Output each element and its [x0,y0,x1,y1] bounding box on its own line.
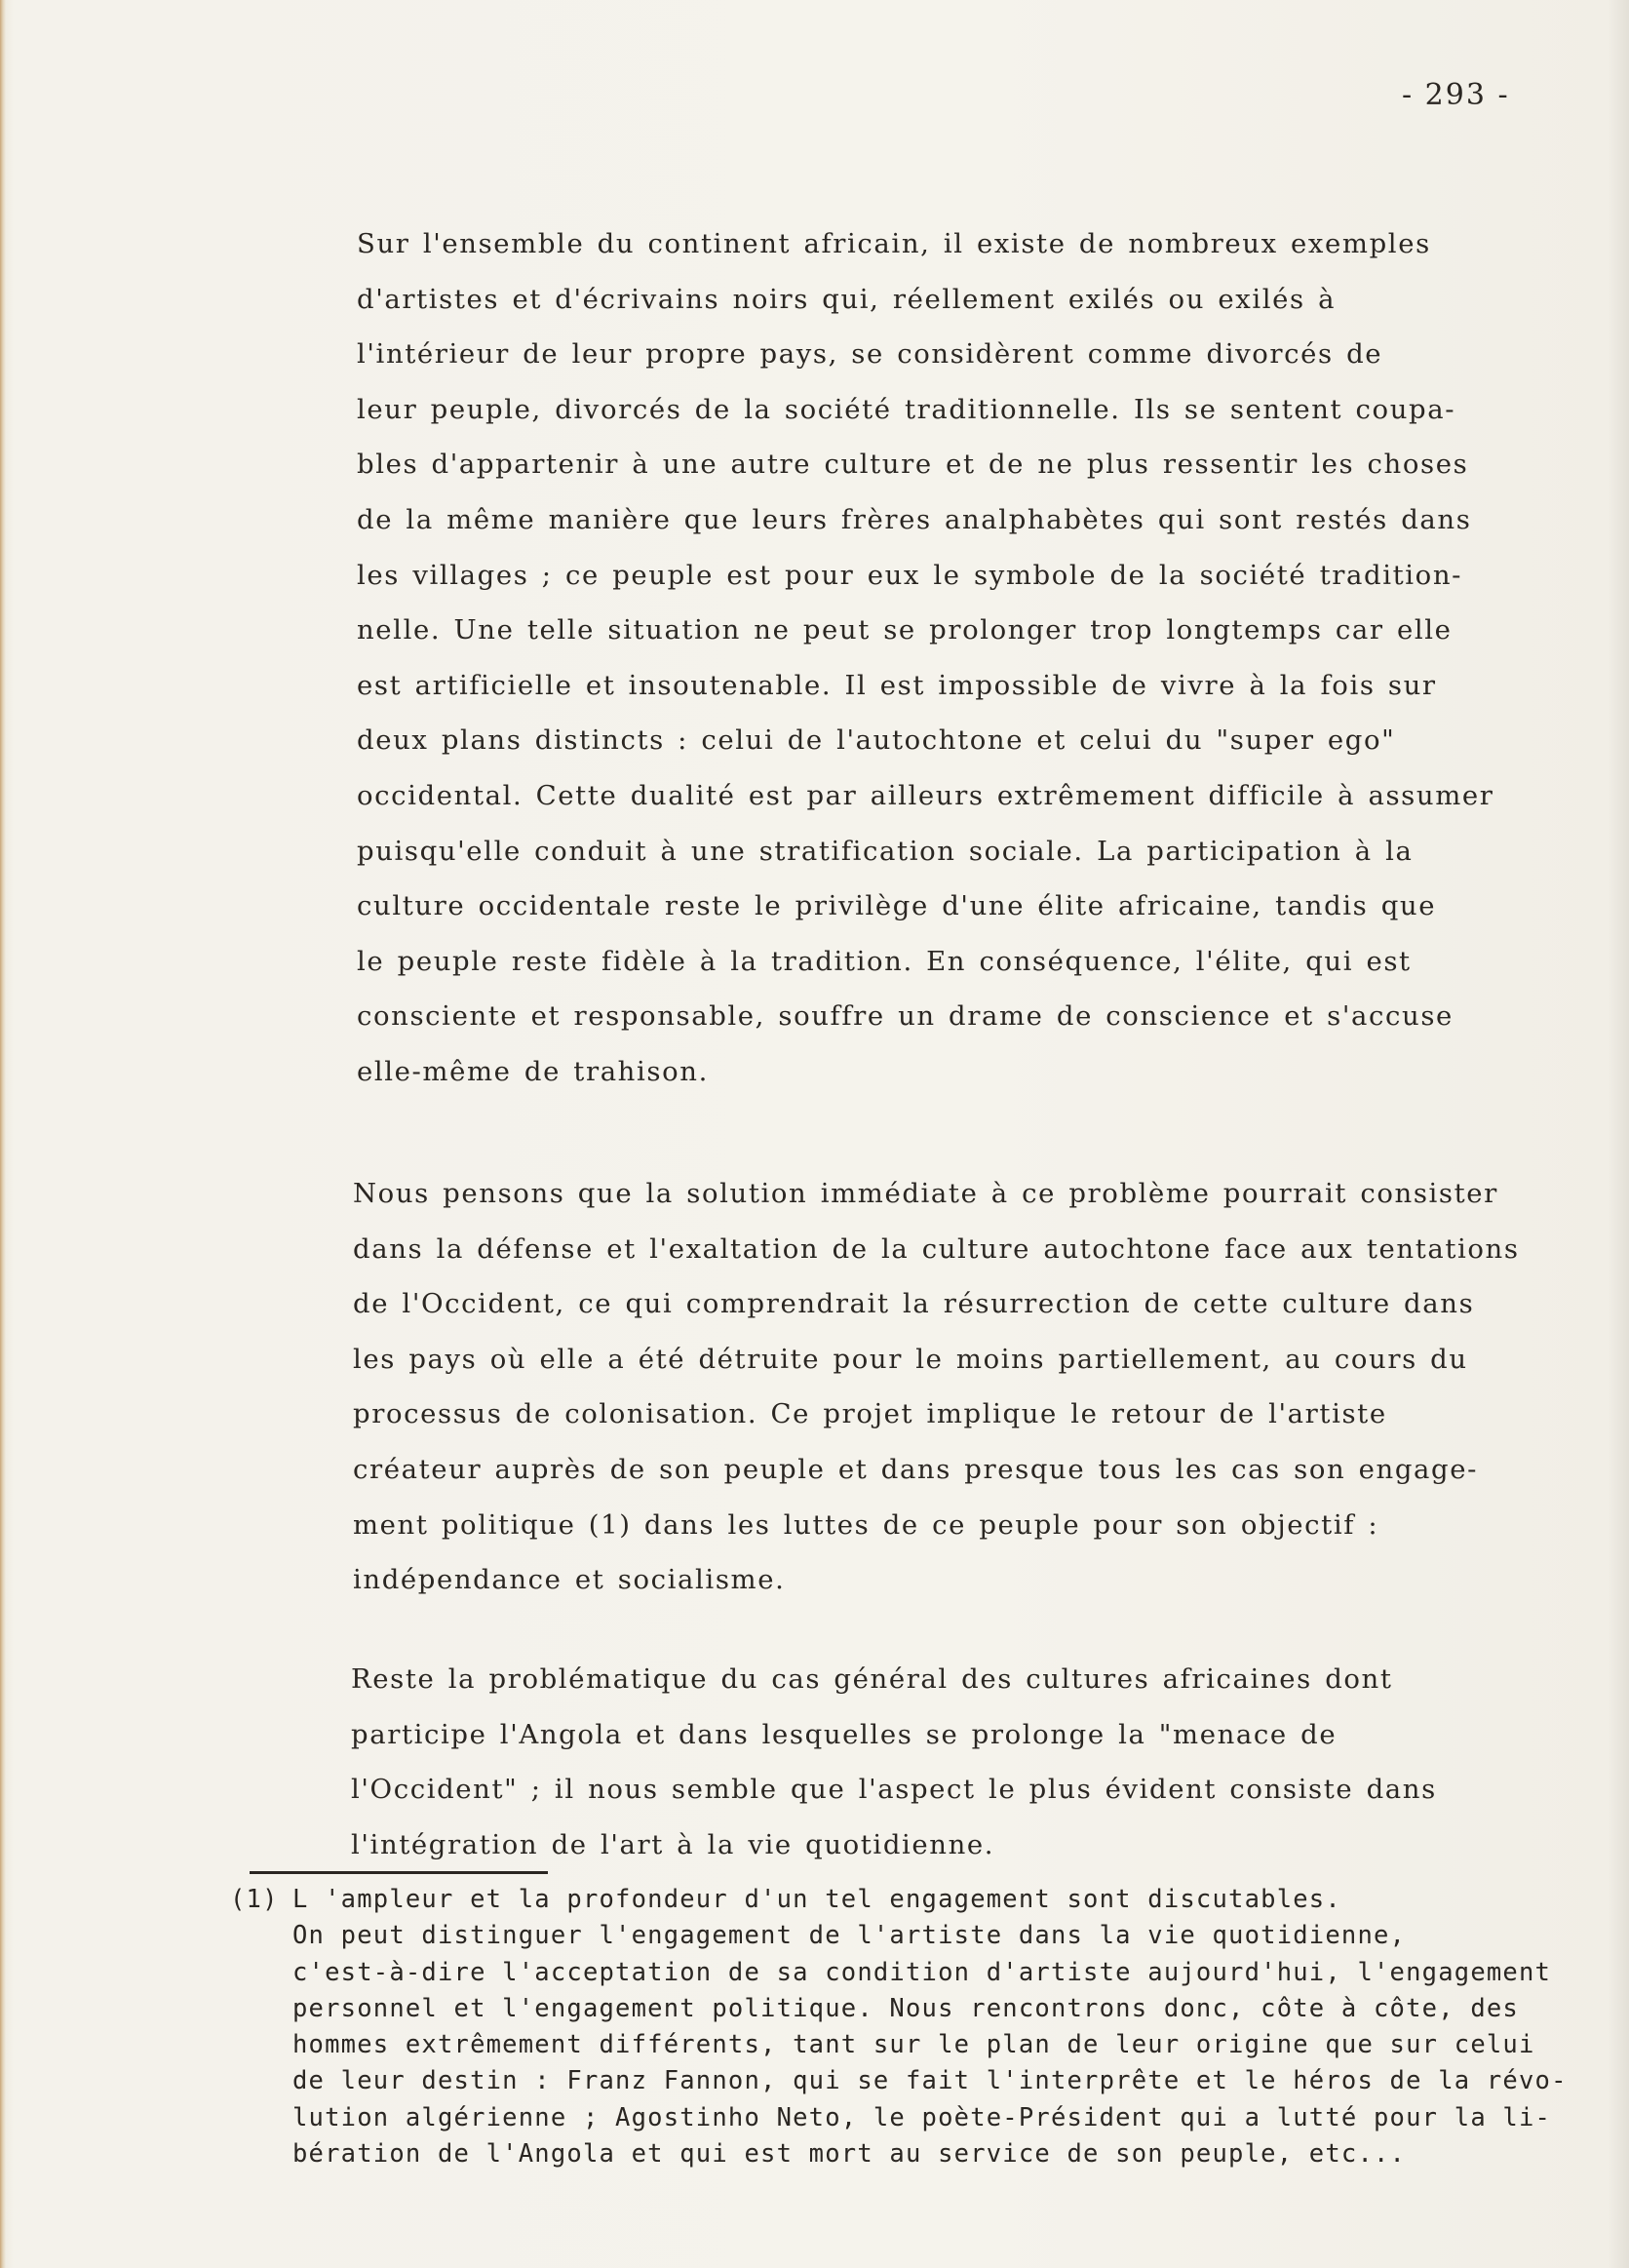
text-line: occidental. Cette dualité est par ailleurs extrêmement difficile à assumer [357,779,1494,811]
text-line: indépendance et socialisme. [353,1564,786,1596]
text-line: les villages ; ce peuple est pour eux le symbole de la société tradition- [357,559,1463,591]
text-line: Sur l'ensemble du continent africain, il existe de nombreux exemples [357,228,1431,259]
text-line: ment politique (1) dans les luttes de ce peuple pour son objectif : [353,1508,1379,1541]
text-line: l'intérieur de leur propre pays, se considèrent comme divorcés de [357,338,1383,371]
paragraph-2 [353,1166,1520,1608]
text-line: les pays où elle a été détruite pour le moins partiellement, au cours du [353,1343,1468,1375]
footnote-marker: (1) [230,1885,279,1914]
text-line: Nous pensons que la solution immédiate à ce problème pourrait consister [353,1178,1498,1209]
footnote-separator [250,1871,548,1874]
text-line: nelle. Une telle situation ne peut se prolonger trop longtemps car elle [357,614,1453,646]
text-line: puisqu'elle conduit à une stratification sociale. La participation à la [357,835,1414,867]
text-line: de l'Occident, ce qui comprendrait la résurrection de cette culture dans [353,1288,1475,1320]
footnote-line: bération de l'Angola et qui est mort au service de son peuple, etc... [292,2139,1407,2170]
paper-left-edge [0,0,6,2268]
text-line: participe l'Angola et dans lesquelles se prolonge la "menace de [351,1718,1338,1750]
text-line: d'artistes et d'écrivains noirs qui, réellement exilés ou exilés à [357,283,1337,315]
text-line: bles d'appartenir à une autre culture et de ne plus ressentir les choses [357,449,1469,481]
text-line: de la même manière que leurs frères analphabètes qui sont restés dans [357,503,1472,535]
footnote-line: On peut distinguer l'engagement de l'artiste dans la vie quotidienne, [292,1921,1407,1951]
text-line: l'Occident" ; il nous semble que l'aspect le plus évident consiste dans [351,1774,1437,1806]
text-line: deux plans distincts : celui de l'autochtone et celui du "super ego" [357,724,1396,757]
footnote-line: c'est-à-dire l'acceptation de sa condition d'artiste aujourd'hui, l'engagement [292,1957,1552,1987]
footnote [230,1882,1568,2172]
text-line: créateur auprès de son peuple et dans presque tous les cas son engage- [353,1453,1478,1485]
text-line: leur peuple, divorcés de la société traditionnelle. Ils se sentent coupa- [357,393,1456,425]
text-line: culture occidentale reste le privilège d'une élite africaine, tandis que [357,890,1437,922]
paper-right-shadow [1608,0,1629,2268]
text-line: elle-même de trahison. [357,1055,709,1087]
text-line: processus de colonisation. Ce projet implique le retour de l'artiste [353,1398,1387,1430]
paragraph-3 [351,1652,1437,1872]
text-line: est artificielle et insoutenable. Il est impossible de vivre à la fois sur [357,669,1437,701]
paragraph-1 [357,216,1494,1100]
footnote-line [230,1882,1568,1918]
footnote-text: L 'ampleur et la profondeur d'un tel engagement sont discutables. [292,1885,1341,1914]
text-line: le peuple reste fidèle à la tradition. En conséquence, l'élite, qui est [357,945,1412,977]
text-line: Reste la problématique du cas général des cultures africaines dont [351,1663,1393,1695]
footnote-line: lution algérienne ; Agostinho Neto, le poète-Président qui a lutté pour la li- [292,2102,1552,2132]
text-line: consciente et responsable, souffre un drame de conscience et s'accuse [357,1000,1454,1033]
text-line: dans la défense et l'exaltation de la culture autochtone face aux tentations [353,1232,1520,1265]
footnote-line: hommes extrêmement différents, tant sur le plan de leur origine que sur celui [292,2030,1535,2060]
footnote-line: personnel et l'engagement politique. Nous rencontrons donc, côte à côte, des [292,1993,1519,2023]
footnote-line: de leur destin : Franz Fannon, qui se fait l'interprête et le héros de la révo- [292,2066,1568,2096]
text-line: l'intégration de l'art à la vie quotidienne. [351,1828,995,1860]
page-number: - 293 - [1402,78,1510,112]
